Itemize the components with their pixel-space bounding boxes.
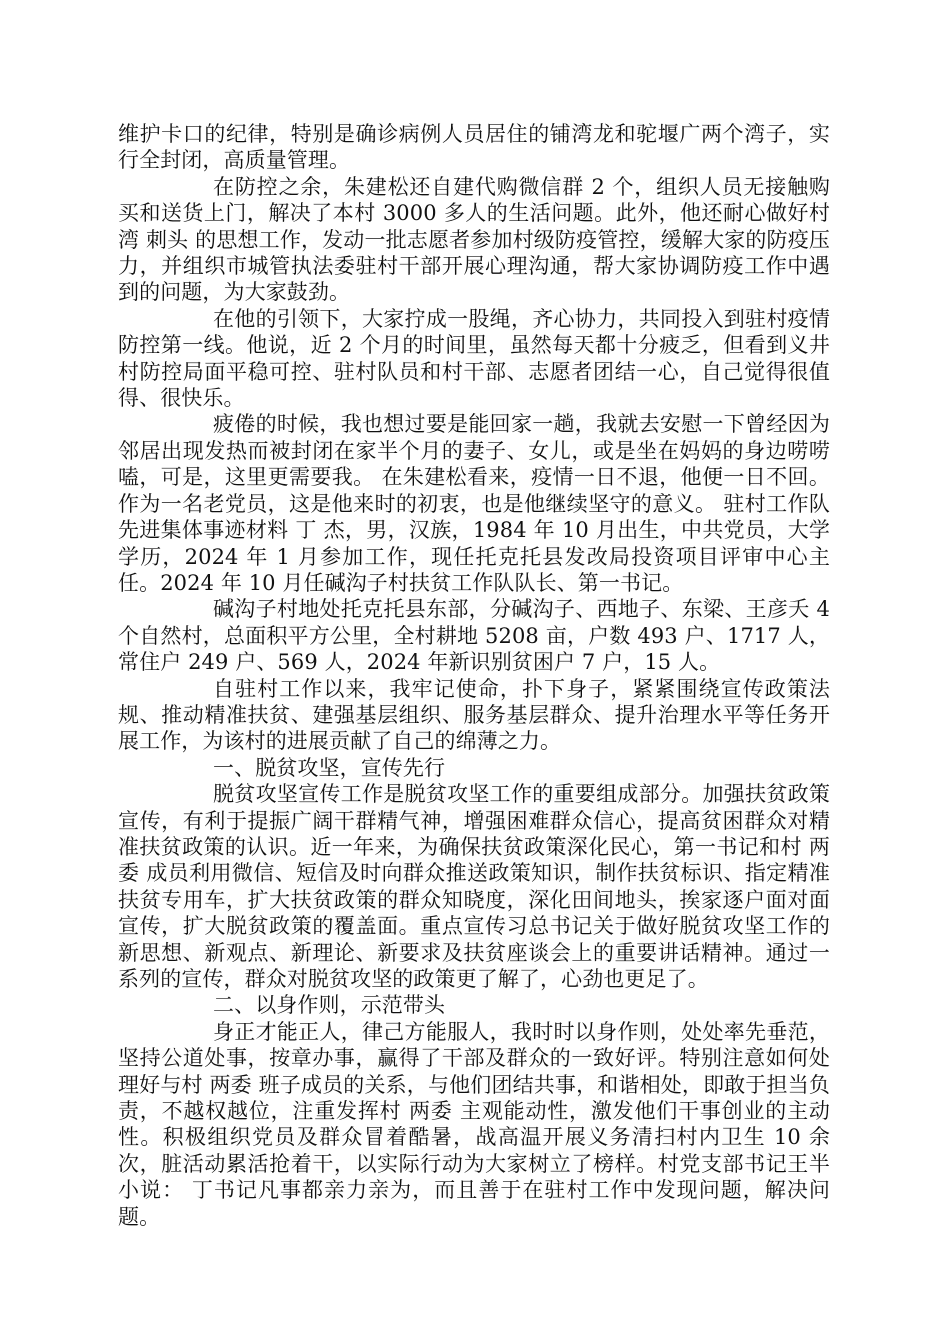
paragraph-6: 自驻村工作以来，我牢记使命，扑下身子，紧紧围绕宣传政策法规、推动精准扶贫、建强基层组织、服务基层群众、提升治理水平等任务开展工作，为该村的进展贡献了自己的绵薄之力。 — [118, 676, 830, 754]
paragraph-2: 在防控之余，朱建松还自建代购微信群 2 个，组织人员无接触购买和送货上门，解决了本村 3000 多人的生活问题。此外，他还耐心做好村湾 刺头 的思想工作，发动一批志愿者参加村级防疫管控，缓解大家的防疫压力，并组织市城管执法委驻村干部开展心理沟通，帮大家协调防疫工作中遇到的问题，为大家鼓劲。 — [118, 174, 830, 305]
paragraph-7: 脱贫攻坚宣传工作是脱贫攻坚工作的重要组成部分。加强扶贫政策宣传，有利于提振广阔干群精气神，增强困难群众信心，提高贫困群众对精准扶贫政策的认识。近一年来，为确保扶贫政策深化民心，第一书记和村 两委 成员利用微信、短信及时向群众推送政策知识，制作扶贫标识、指定精准扶贫专用车，扩大扶贫政策的群众知晓度，深化田间地头，挨家逐户面对面宣传，扩大脱贫政策的覆盖面。重点宣传习总书记关于做好脱贫攻坚工作的新思想、新观点、新理论、新要求及扶贫座谈会上的重要讲话精神。通过一系列的宣传，群众对脱贫攻坚的政策更了解了，心劲也更足了。 — [118, 782, 830, 991]
document-page — [118, 121, 830, 1230]
paragraph-3: 在他的引领下，大家拧成一股绳，齐心协力，共同投入到驻村疫情防控第一线。他说，近 2 个月的时间里，虽然每天都十分疲乏，但看到义井村防控局面平稳可控、驻村队员和村干部、志愿者团结一心，自己觉得很值得、很快乐。 — [118, 306, 830, 411]
paragraph-4: 疲倦的时候，我也想过要是能回家一趟，我就去安慰一下曾经因为邻居出现发热而被封闭在家半个月的妻子、女儿，或是坐在妈妈的身边唠唠嗑，可是，这里更需要我。 在朱建松看来，疫情一日不退，他便一日不回。作为一名老党员，这是他来时的初衷，也是他继续坚守的意义。 驻村工作队先进集体事迹材料 丁 杰，男，汉族，1984 年 10 月出生，中共党员，大学学历，2024 年 1 月参加工作，现任托克托县发改局投资项目评审中心主任。2024 年 10 月任碱沟子村扶贫工作队队长、第一书记。 — [118, 412, 830, 595]
section-heading-1: 一、脱贫攻坚，宣传先行 — [213, 755, 446, 780]
paragraph-5: 碱沟子村地处托克托县东部，分碱沟子、西地子、东梁、王彦夭 4 个自然村，总面积平方公里，全村耕地 5208 亩，户数 493 户、1717 人，常住户 249 户、569 人，2024 年新识别贫困户 7 户，15 人。 — [118, 597, 830, 675]
paragraph-8: 身正才能正人，律己方能服人，我时时以身作则，处处率先垂范，坚持公道处事，按章办事，赢得了干部及群众的一致好评。特别注意如何处理好与村 两委 班子成员的关系，与他们团结共事，和谐相处，即敢于担当负责，不越权越位，注重发挥村 两委 主观能动性，激发他们干事创业的主动性。积极组织党员及群众冒着酷暑，战高温开展义务清扫村内卫生 10 余次，脏活动累活抢着干，以实际行动为大家树立了榜样。村党支部书记王半小说： 丁书记凡事都亲力亲为，而且善于在驻村工作中发现问题，解决问题。 — [118, 1019, 830, 1229]
section-heading-2: 二、以身作则，示范带头 — [213, 993, 446, 1018]
paragraph-1: 维护卡口的纪律，特别是确诊病例人员居住的铺湾龙和驼堰广两个湾子，实行全封闭，高质量管理。 — [118, 122, 830, 173]
